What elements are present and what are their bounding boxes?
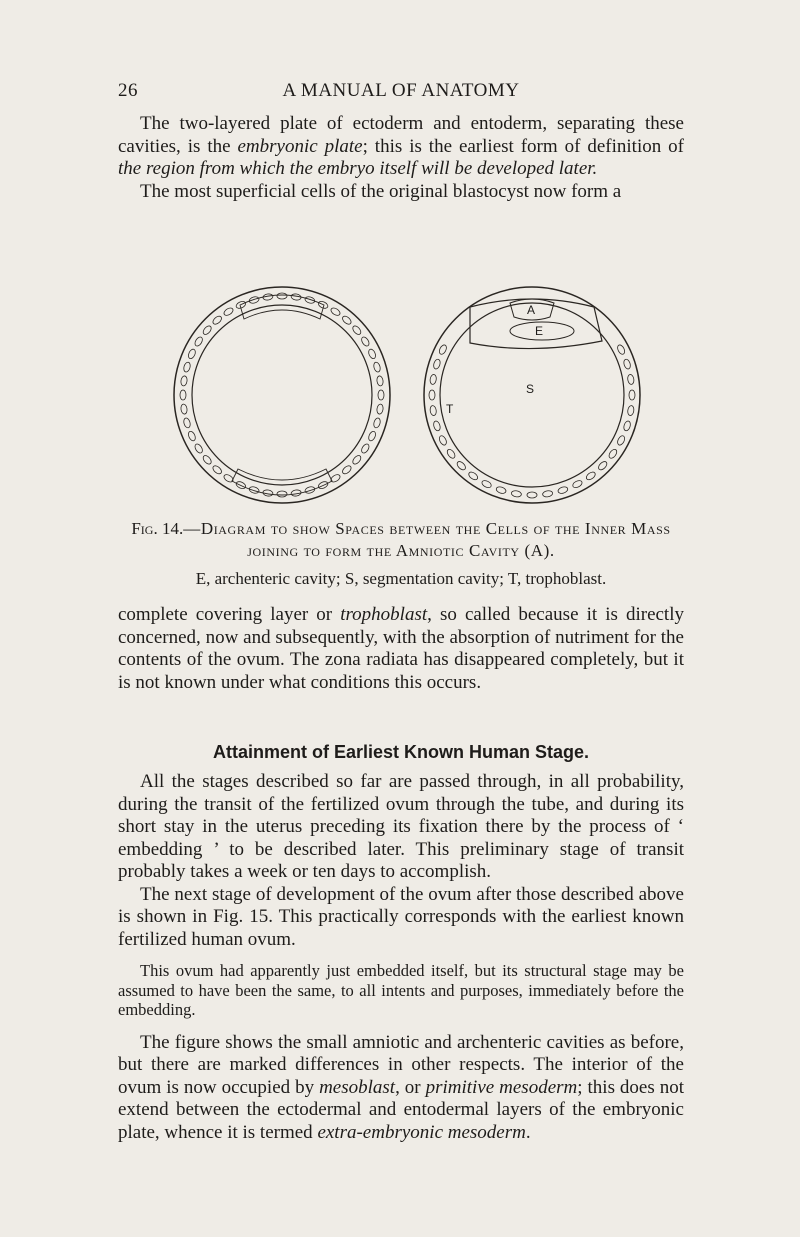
label-S: S — [526, 382, 535, 396]
running-title: A MANUAL OF ANATOMY — [282, 80, 520, 101]
emphasis-region: the region from which the embryo itself will be developed later. — [118, 158, 598, 179]
paragraph-blastocyst: The most superficial cells of the original blastocyst now form a — [140, 180, 622, 202]
left-blastocyst-diagram — [174, 287, 390, 503]
label-A: A — [527, 303, 536, 317]
figure-number: Fig. 14. — [131, 519, 184, 538]
label-E: E — [535, 324, 544, 338]
section-body — [118, 771, 684, 1144]
running-header — [118, 80, 684, 104]
intro-text — [118, 113, 684, 203]
figure-legend: E, archenteric cavity; S, segmentation cavity; T, trophoblast. — [195, 569, 607, 588]
paragraph-embryonic-plate: The two-layered plate of ectoderm and entoderm, separating these cavities, is the embryonic plate; this is the earliest form of definition of the region from which the embryo itself will be developed later. — [118, 113, 684, 179]
paragraph-next-stage: The next stage of development of the ovum after those described above is shown in Fig. 15. This practically corresponds with the earliest known fertilized human ovum. — [118, 883, 684, 950]
figure-caption — [118, 518, 684, 562]
term-mesoblast: mesoblast — [319, 1076, 396, 1098]
term-primitive-mesoderm: primitive mesoderm — [425, 1076, 578, 1098]
figure-14-diagram — [170, 285, 730, 505]
page-number: 26 — [118, 80, 138, 101]
term-trophoblast: trophoblast — [340, 604, 428, 625]
paragraph-small-note: This ovum had apparently just embedded itself, but its structural stage may be assumed to have been the same, to all intents and purposes, immediately before the embedding. — [118, 961, 684, 1019]
section-heading: Attainment of Earliest Known Human Stage. — [212, 742, 590, 762]
paragraph-mesoblast: The figure shows the small amniotic and archenteric cavities as before, but there are marked differences in other respects. The interior of the ovum is now occupied by mesoblast, or primitive mesoderm; this does not extend between the ectodermal and entodermal layers of the embryonic plate, whence it is termed extra-embryonic mesoderm. — [118, 1031, 684, 1143]
label-T: T — [446, 402, 454, 416]
caption-text: —Diagram to show Spaces between the Cells of the Inner Mass joining to form the Amniotic Cavity (A). — [183, 519, 671, 560]
trophoblast-paragraph: complete covering layer or trophoblast, so called because it is directly concerned, now and subsequently, with the absorption of nutriment for the contents of the ovum. The zona radiata has disappeared completely, but it is not known under what conditions this occurs. — [118, 604, 684, 693]
term-embryonic-plate: embryonic plate — [237, 135, 363, 157]
term-extra-embryonic-mesoderm: extra-embryonic mesoderm — [317, 1121, 526, 1143]
paragraph-stages: All the stages described so far are passed through, in all probability, during the transit of the fertilized ovum through the tube, and during its short stay in the uterus preceding its fixation there by the process of ‘ embedding ’ to be described later. This preliminary stage of transit probably takes a week or ten days to accomplish. — [118, 771, 684, 882]
